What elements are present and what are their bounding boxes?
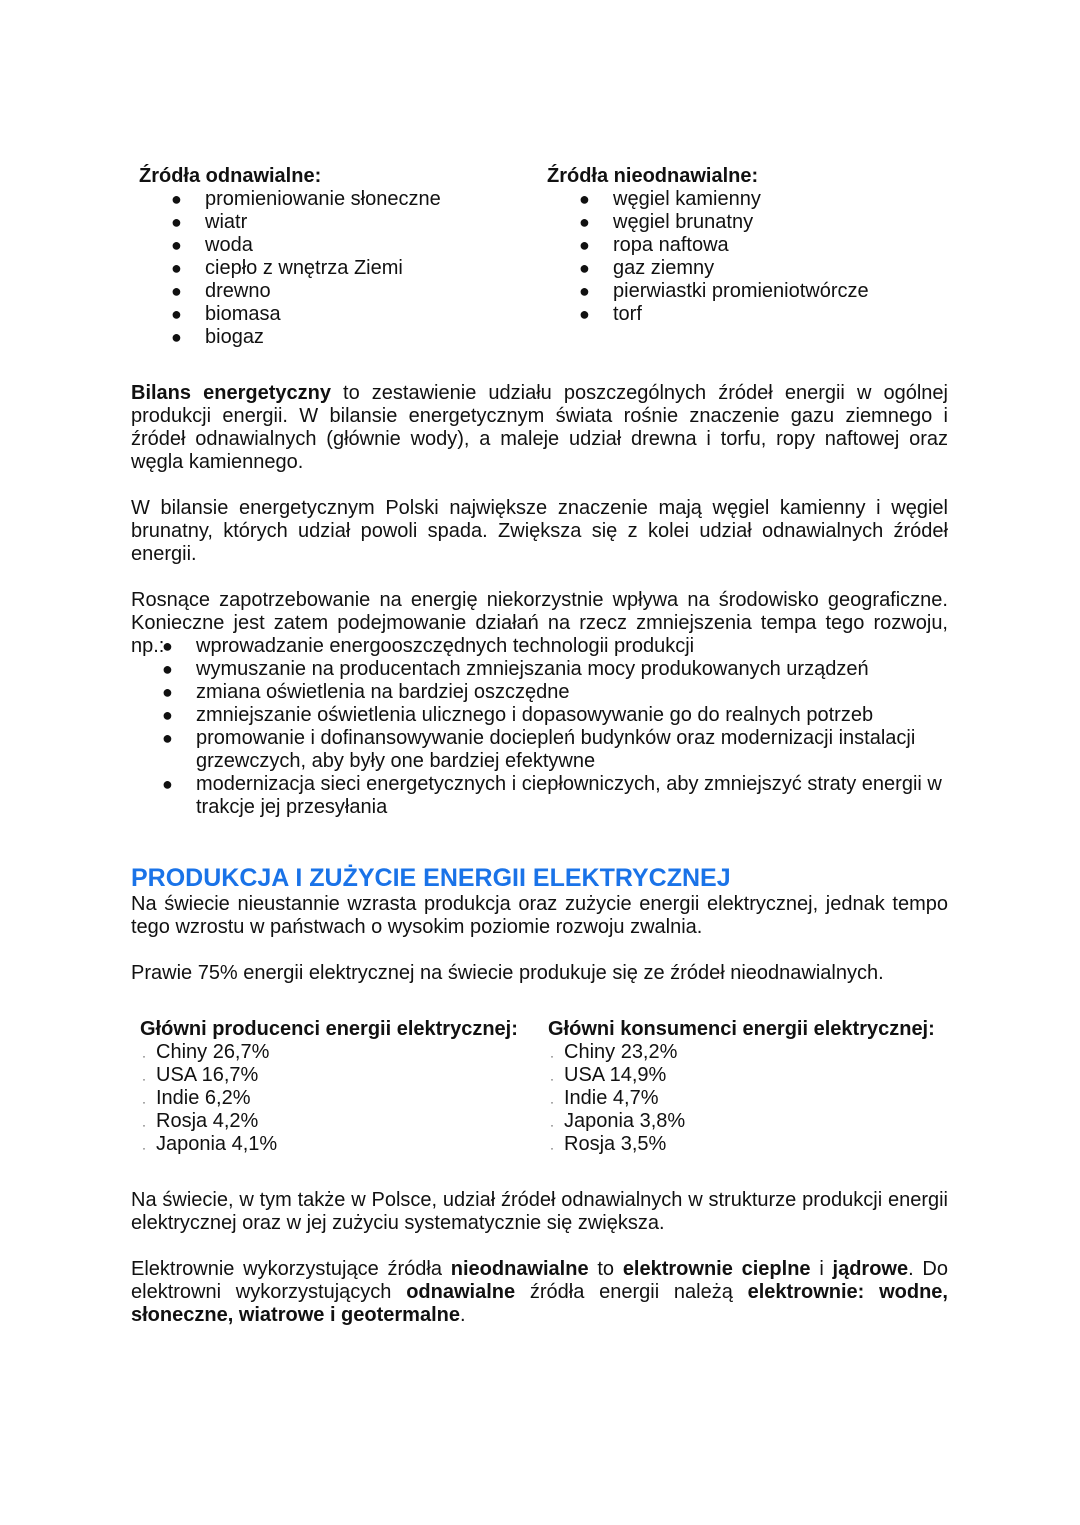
bullet-icon: ●	[162, 728, 173, 748]
poland-balance-paragraph: W bilansie energetycznym Polski największe znaczenie mają węgiel kamienny i węgiel brunatny, których udział powoli spada. Zwiększa się z kolei udział odnawialnych źródeł energii.	[131, 497, 948, 565]
list-item-text: wymuszanie na producentach zmniejszania mocy produkowanych urządzeń	[196, 658, 869, 680]
energy-balance-text: to zestawienie udziału poszczególnych źródeł energii w ogólnej produkcji energii. W bilansie energetycznym świata rośnie znaczenie gazu ziemnego i źródeł odnawialnych (głównie wody), a maleje udział drewna i torfu, ropy naftowej oraz węgla kamiennego.	[131, 382, 948, 473]
bold-nonrenewable: nieodnawialne	[450, 1258, 589, 1280]
list-item-text: promowanie i dofinansowywanie dociepleń budynków oraz modernizacji instalacji grzewczych, aby były one bardziej efektywne	[196, 727, 916, 772]
list-item-text: torf	[613, 303, 642, 325]
text-span: źródła energii należą	[515, 1281, 748, 1303]
list-item	[550, 1087, 685, 1110]
bullet-icon: ●	[162, 659, 173, 679]
bullet-icon: ●	[162, 774, 173, 794]
list-item-text: ropa naftowa	[613, 234, 729, 256]
bullet-icon: ●	[171, 189, 182, 209]
list-item	[579, 211, 869, 234]
list-item	[579, 280, 869, 303]
text-span: .	[459, 1304, 466, 1326]
actions-list	[162, 635, 948, 819]
list-item	[579, 303, 869, 326]
bullet-icon: ·	[142, 1049, 146, 1063]
list-item-text: biomasa	[205, 303, 281, 325]
list-item-text: zmniejszanie oświetlenia ulicznego i dopasowywanie go do realnych potrzeb	[196, 704, 874, 726]
list-item	[171, 326, 441, 349]
bold-renewable: odnawialne	[406, 1281, 516, 1303]
list-item-text: Indie 6,2%	[156, 1087, 251, 1109]
consumers-title: Główni konsumenci energii elektrycznej:	[548, 1018, 935, 1040]
list-item-text: Chiny 26,7%	[156, 1041, 270, 1063]
consumers-list	[550, 1041, 686, 1156]
list-item	[579, 257, 869, 280]
list-item-text: wiatr	[205, 211, 248, 233]
list-item	[579, 234, 869, 257]
list-item	[550, 1110, 686, 1133]
list-item	[162, 635, 948, 658]
list-item	[550, 1133, 685, 1156]
list-item-text: Chiny 23,2%	[564, 1041, 678, 1063]
bullet-icon: ●	[579, 212, 590, 232]
renewable-list	[171, 188, 441, 349]
list-item-text: węgiel kamienny	[613, 188, 761, 210]
power-plants-paragraph	[131, 1258, 948, 1327]
bullet-icon: ●	[171, 235, 182, 255]
list-item	[171, 188, 441, 211]
nonrenewable-share-paragraph: Prawie 75% energii elektrycznej na świecie produkuje się ze źródeł nieodnawialnych.	[131, 962, 884, 984]
list-item-text: USA 14,9%	[564, 1064, 667, 1086]
list-item-text: drewno	[205, 280, 271, 302]
list-item-text: USA 16,7%	[156, 1064, 259, 1086]
list-item	[142, 1087, 277, 1110]
bullet-icon: ●	[579, 235, 590, 255]
list-item	[171, 211, 441, 234]
bullet-icon: ●	[162, 636, 173, 656]
bullet-icon: ·	[142, 1118, 146, 1132]
bold-nuclear: jądrowe	[832, 1258, 909, 1280]
renewable-growth-paragraph: Na świecie, w tym także w Polsce, udział źródeł odnawialnych w strukturze produkcji energii elektrycznej oraz w jej zużyciu systematycznie się zwiększa.	[131, 1189, 948, 1234]
list-item	[550, 1064, 685, 1087]
list-item-text: promieniowanie słoneczne	[205, 188, 441, 210]
list-item	[162, 681, 948, 704]
bullet-icon: ·	[550, 1118, 554, 1132]
demand-paragraph: Rosnące zapotrzebowanie na energię niekorzystnie wpływa na środowisko geograficzne. Konieczne jest zatem podejmowanie działań na rzecz zmniejszenia tempa tego rozwoju, np.:	[131, 589, 948, 657]
list-item	[142, 1110, 277, 1133]
bold-renewable-plants: elektrownie: wodne, słoneczne, wiatrowe i geotermalne	[131, 1281, 948, 1326]
bullet-icon: ●	[171, 281, 182, 301]
list-item-text: modernizacja sieci energetycznych i ciepłowniczych, aby zmniejszyć straty energii w trakcje jej przesyłania	[196, 773, 942, 818]
energy-balance-term: Bilans energetyczny	[131, 382, 331, 404]
list-item-text: pierwiastki promieniotwórcze	[613, 280, 869, 302]
list-item-text: Japonia 4,1%	[156, 1133, 278, 1155]
list-item	[162, 773, 948, 819]
list-item-text: zmiana oświetlenia na bardziej oszczędne	[196, 681, 570, 703]
list-item-text: Japonia 3,8%	[564, 1110, 686, 1132]
bullet-icon: ·	[550, 1095, 554, 1109]
list-item	[142, 1064, 277, 1087]
list-item-text: wprowadzanie energooszczędnych technologii produkcji	[196, 635, 695, 657]
energy-balance-paragraph	[131, 382, 948, 474]
list-item-text: Rosja 4,2%	[156, 1110, 259, 1132]
bold-thermal-plants: elektrownie cieplne	[622, 1258, 811, 1280]
bullet-icon: ●	[579, 281, 590, 301]
bullet-icon: ·	[550, 1072, 554, 1086]
producers-title: Główni producenci energii elektrycznej:	[140, 1018, 518, 1040]
bullet-icon: ●	[171, 258, 182, 278]
bullet-icon: ●	[171, 212, 182, 232]
bullet-icon: ●	[162, 705, 173, 725]
list-item	[142, 1133, 278, 1156]
bullet-icon: ●	[579, 258, 590, 278]
list-item	[162, 727, 948, 773]
bullet-icon: ·	[142, 1072, 146, 1086]
bullet-icon: ●	[171, 327, 182, 347]
list-item-text: ciepło z wnętrza Ziemi	[205, 257, 403, 279]
list-item	[579, 188, 869, 211]
list-item	[162, 704, 948, 727]
bullet-icon: ·	[142, 1095, 146, 1109]
bullet-icon: ●	[579, 189, 590, 209]
producers-list	[142, 1041, 278, 1156]
list-item-text: woda	[205, 234, 253, 256]
production-growth-paragraph: Na świecie nieustannie wzrasta produkcja oraz zużycie energii elektrycznej, jednak tempo tego wzrostu w państwach o wysokim poziomie rozwoju zwalnia.	[131, 893, 948, 938]
list-item-text: biogaz	[205, 326, 264, 348]
nonrenewable-title: Źródła nieodnawialne:	[547, 165, 759, 187]
bullet-icon: ·	[550, 1049, 554, 1063]
text-span: i	[810, 1258, 833, 1280]
list-item	[162, 658, 948, 681]
nonrenewable-list	[579, 188, 869, 326]
list-item-text: Indie 4,7%	[564, 1087, 659, 1109]
bullet-icon: ●	[579, 304, 590, 324]
list-item	[142, 1041, 277, 1064]
text-span: to	[588, 1258, 623, 1280]
list-item	[171, 257, 441, 280]
section-title: PRODUKCJA I ZUŻYCIE ENERGII ELEKTRYCZNEJ	[131, 864, 731, 892]
bullet-icon: ·	[550, 1141, 554, 1155]
list-item	[550, 1041, 685, 1064]
list-item	[171, 234, 441, 257]
bullet-icon: ·	[142, 1141, 146, 1155]
text-span: Elektrownie wykorzystujące źródła	[131, 1258, 451, 1280]
renewable-title: Źródła odnawialne:	[139, 165, 322, 187]
list-item	[171, 303, 441, 326]
list-item-text: gaz ziemny	[613, 257, 715, 279]
bullet-icon: ●	[162, 682, 173, 702]
bullet-icon: ●	[171, 304, 182, 324]
list-item	[171, 280, 441, 303]
text-span: . Do elektrowni wykorzystujących	[131, 1258, 949, 1303]
list-item-text: Rosja 3,5%	[564, 1133, 667, 1155]
list-item-text: węgiel brunatny	[613, 211, 754, 233]
